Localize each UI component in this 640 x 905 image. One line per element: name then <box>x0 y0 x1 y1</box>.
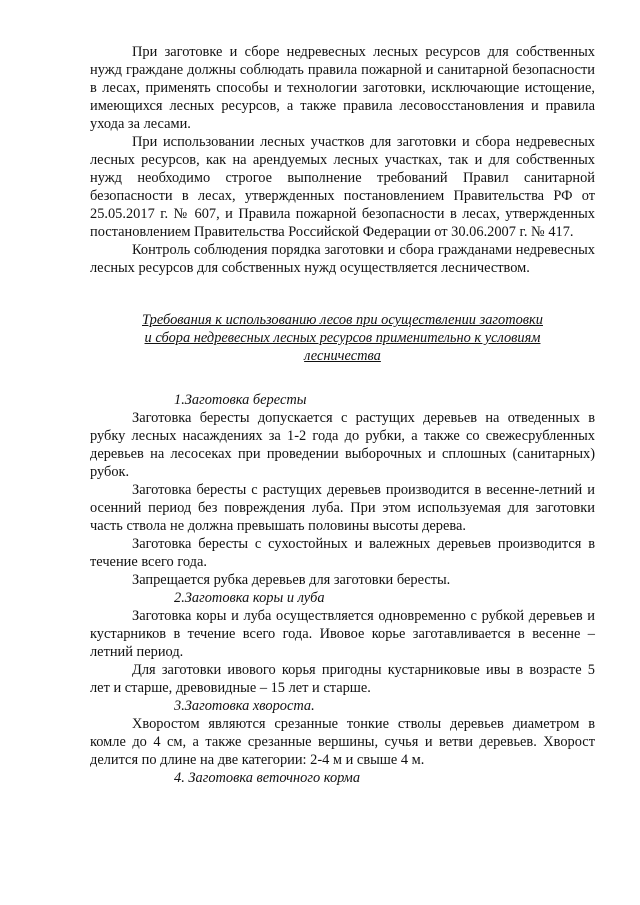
section-title: 4. Заготовка веточного корма <box>174 770 361 786</box>
section-branch-fodder <box>90 769 595 787</box>
heading-line: и сбора недревесных лесных ресурсов применительно к условиям <box>144 330 541 346</box>
section-paragraph: Заготовка бересты допускается с растущих деревьев на отведенных в рубку лесных насаждениях за 1-2 года до рубки, а также со свежесрубленных деревьев на лесосеках при проведении выборочных и сплошных (санитарных) рубок. <box>90 410 595 480</box>
intro-paragraph: При заготовке и сборе недревесных лесных ресурсов для собственных нужд граждане должны соблюдать правила пожарной и санитарной безопасности в лесах, применять способы и технологии заготовки, исключающие истощение, имеющихся лесных ресурсов, а также правила лесовосстановления и правила ухода за лесами. <box>90 44 595 132</box>
section-bark-bast <box>90 589 595 697</box>
section-title: 1.Заготовка бересты <box>174 392 307 408</box>
section-paragraph: Хворостом являются срезанные тонкие стволы деревьев диаметром в комле до 4 см, а также срезанные вершины, сучья и ветви деревьев. Хворост делится по длине на две категории: 2-4 м и свыше 4 м. <box>90 716 595 768</box>
section-paragraph: Запрещается рубка деревьев для заготовки бересты. <box>132 572 451 588</box>
section-title: 2.Заготовка коры и луба <box>174 590 325 606</box>
heading-line: Требования к использованию лесов при осуществлении заготовки <box>142 312 543 328</box>
section-brushwood <box>90 697 595 769</box>
requirements-heading <box>90 311 595 365</box>
section-paragraph: Для заготовки ивового корья пригодны кустарниковые ивы в возрасте 5 лет и старше, древовидные – 15 лет и старше. <box>90 662 595 696</box>
heading-line: лесничества <box>304 348 381 364</box>
section-paragraph: Заготовка бересты с растущих деревьев производится в весенне-летний и осенний период без повреждения луба. При этом используемая для заготовки часть ствола не должна превышать половины высоты дерева. <box>90 482 595 534</box>
section-birch-bark <box>90 391 595 589</box>
intro-block <box>90 43 595 277</box>
intro-paragraph: Контроль соблюдения порядка заготовки и сбора гражданами недревесных лесных ресурсов для собственных нужд осуществляется лесничеством. <box>90 242 595 276</box>
section-paragraph: Заготовка бересты с сухостойных и валежных деревьев производится в течение всего года. <box>90 536 595 570</box>
intro-paragraph: При использовании лесных участков для заготовки и сбора недревесных лесных ресурсов, как на арендуемых лесных участках, так и для собственных нужд необходимо строгое выполнение требований Правил санитарной безопасности в лесах, утвержденных постановлением Правительства РФ от 25.05.2017 г. № 607, и Правила пожарной безопасности в лесах, утвержденных постановлением Правительства Российской Федерации от 30.06.2007 г. № 417. <box>90 134 595 240</box>
document-body <box>90 43 595 787</box>
section-title: 3.Заготовка хвороста. <box>174 698 315 714</box>
section-paragraph: Заготовка коры и луба осуществляется одновременно с рубкой деревьев и кустарников в течение всего года. Ивовое корье заготавливается в весенне – летний период. <box>90 608 595 660</box>
